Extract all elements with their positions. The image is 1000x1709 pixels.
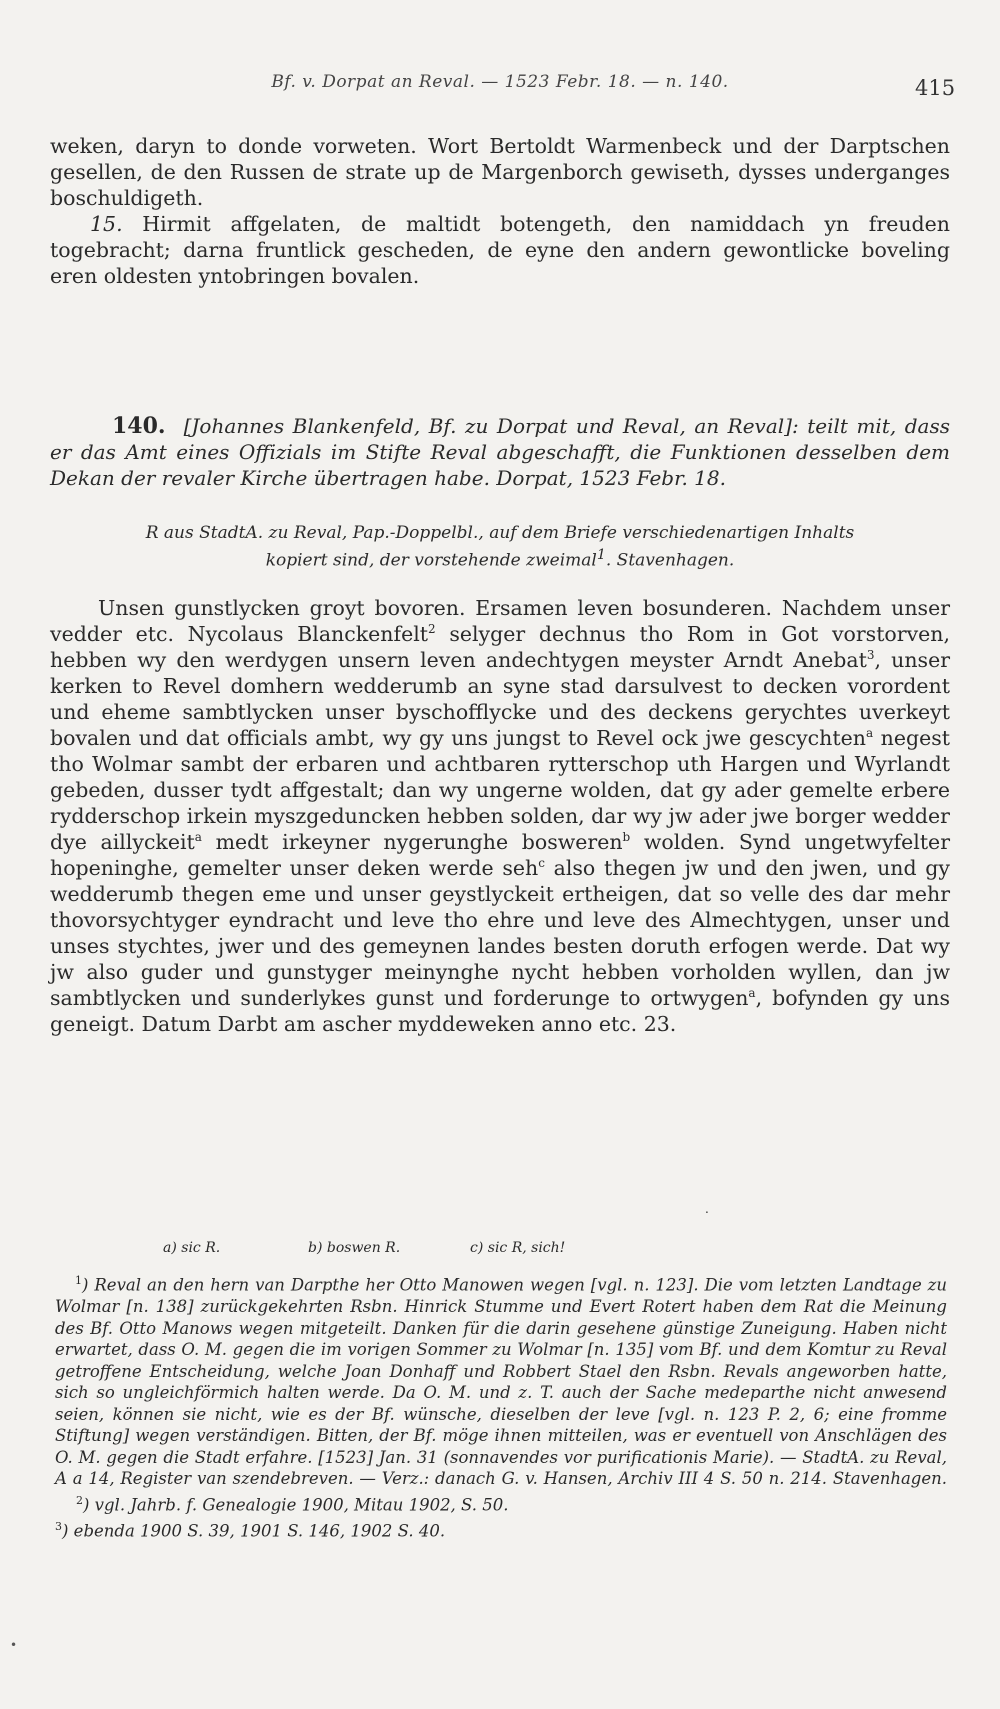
textual-note-ref: c bbox=[538, 856, 545, 871]
textual-note-b: b) boswen R. bbox=[308, 1240, 401, 1256]
document-heading bbox=[50, 413, 950, 491]
source-line-2: kopiert sind, der vorstehende zweimal$^1$. Stavenhagen. bbox=[265, 547, 735, 571]
footnote-ref: 3 bbox=[866, 648, 875, 663]
footnote-2: ) vgl. Jahrb. f. Genealogie 1900, Mitau 1902, S. 50. bbox=[82, 1495, 509, 1514]
running-head: Bf. v. Dorpat an Reval. — 1523 Febr. 18. — n. 140. bbox=[271, 72, 729, 92]
continuation-paragraph: weken, daryn to donde vorweten. Wort Bertoldt Warmenbeck und der Darptschen gesellen, de den Russen de strate up de Margenborch gewiseth, dysses underganges boschuldigeth. bbox=[50, 134, 950, 210]
document-regest: [Johannes Blankenfeld, Bf. zu Dorpat und Reval, an Reval]: teilt mit, dass er das Amt eines Offizials im Stifte Reval abgeschafft, die Funktionen desselben dem Dekan der revaler Kirche übertragen habe. Dorpat, 1523 Febr. 18. bbox=[50, 414, 950, 490]
footnotes bbox=[55, 1270, 947, 1542]
footnote-ref: 1 bbox=[596, 547, 606, 563]
previous-document-continuation bbox=[50, 133, 950, 289]
footnote-ref: 2 bbox=[428, 622, 436, 637]
paragraph-15 bbox=[50, 211, 950, 289]
source-note bbox=[50, 522, 950, 572]
textual-note-ref: a bbox=[194, 830, 202, 845]
paragraph-15-text: Hirmit affgelaten, de maltidt botengeth, den namiddach yn freuden togebracht; darna fruntlick gescheden, de eyne den andern gewontlicke boveling eren oldesten yntobringen bovalen. bbox=[50, 212, 950, 288]
footnote-3: $^3$) ebenda 1900 S. 39, 1901 S. 146, 1902 S. 40. bbox=[55, 1519, 446, 1540]
letter-paragraph: Unsen gunstlycken groyt bovoren. Ersamen leven bosunderen. Nachdem unser vedder etc. Nycolaus Blanckenfelt$^2$ selyger dechnus tho Rom in Got vorstorven, hebben wy den werdygen unsern leven andechtygen meyster Arndt Anebat$^3$, unser kerken to Revel domhern wedderumb an syne stad darsulvest to decken vorordent und eheme sambtlycken unser byschofflycke und des deckens gerychtes uverkeyt bovalen und dat officials ambt, wy gy uns jungst to Revel ock jwe gescychten$^a$ negest tho Wolmar sambt der erbaren und achtbaren rytterschop uth Hargen und Wyrlandt gebeden, dusser tydt affgestalt; dan wy ungerne wolden, dat gy ader gemelte erbere rydderschop irkein myszgeduncken hebben solden, dar wy jw ader jwe borger wedder dye aillyckeit$^a$ medt irkeyner nygerunghe bosweren$^b$ wolden. Synd ungetwyfelter hopeninghe, gemelter unser deken werde seh$^c$ also thegen jw und den jwen, und gy wedderumb thegen eme und unser geystlyckeit ertheigen, dat so velle des dar mehr thovorsychtyger eyndracht und leve tho ehre und leve des Almechtygen, unser und unses stychtes, jwer und des gemeynen landes besten doruth erfogen werde. Dat wy jw also guder und gunstyger meinynghe nycht hebben vorholden wyllen, dan jw sambtlycken und sunderlykes gunst und forderunge to ortwygen$^a$, bofynden gy uns geneigt. Datum Darbt am ascher myddeweken anno etc. 23. bbox=[50, 596, 951, 1036]
textual-note-ref: a bbox=[748, 986, 756, 1001]
textual-note-ref: b bbox=[622, 830, 631, 845]
paragraph-number: 15. bbox=[90, 212, 123, 236]
source-line-1: R aus StadtA. zu Reval, Pap.-Doppelbl., auf dem Briefe verschiedenartigen Inhalts bbox=[145, 523, 855, 543]
footnote-1: $^1$) Reval an den hern van Darpthe her Otto Manowen wegen [vgl. n. 123]. Die vom letzten Landtage zu Wolmar [n. 138] zurückgekehrten Rsbn. Hinrick Stumme und Evert Rotert haben dem Rat die Meinung des Bf. Otto Manows wegen mitgeteilt. Danken für die darin gesehene günstige Zuneigung. Haben nicht erwartet, dass O. M. gegen die im vorigen Sommer zu Wolmar [n. 135] vom Bf. und dem Komtur zu Reval getroffene Entscheidung, welche Joan Donhaff und Robbert Stael den Rsbn. Revals angeworben hatte, sich so ungleichförmich halten werde. Da O. M. und z. T. auch der Sache medeparthe nicht anwesend seien, können sie nicht, wie es der Bf. wünsche, dieselben der leve [vgl. n. 123 P. 2, 6; eine fromme Stiftung] wegen verständigen. Bitten, der Bf. möge ihnen mitteilen, was er eventuell von Anschlägen des O. M. gegen die Stadt erfahre. [1523] Jan. 31 (sonnavendes vor purificationis Marie). — StadtA. zu Reval, A a 14, Register van szendebreven. — Verz.: danach G. v. Hansen, Archiv III 4 S. 50 n. 214. Stavenhagen. $^2$) vgl. Jahrb. f. Genealogie 1900, Mitau 1902, S. 50. bbox=[55, 1274, 947, 1514]
document-number: 140. bbox=[112, 413, 166, 439]
stray-dot: . bbox=[705, 1202, 709, 1216]
letter-text bbox=[50, 595, 950, 1037]
textual-note-ref: a bbox=[865, 726, 874, 741]
page-number: 415 bbox=[915, 76, 956, 100]
margin-mark: • bbox=[10, 1638, 18, 1652]
textual-note-a: a) sic R. bbox=[163, 1240, 221, 1256]
textual-note-c: c) sic R, sich! bbox=[470, 1240, 566, 1256]
